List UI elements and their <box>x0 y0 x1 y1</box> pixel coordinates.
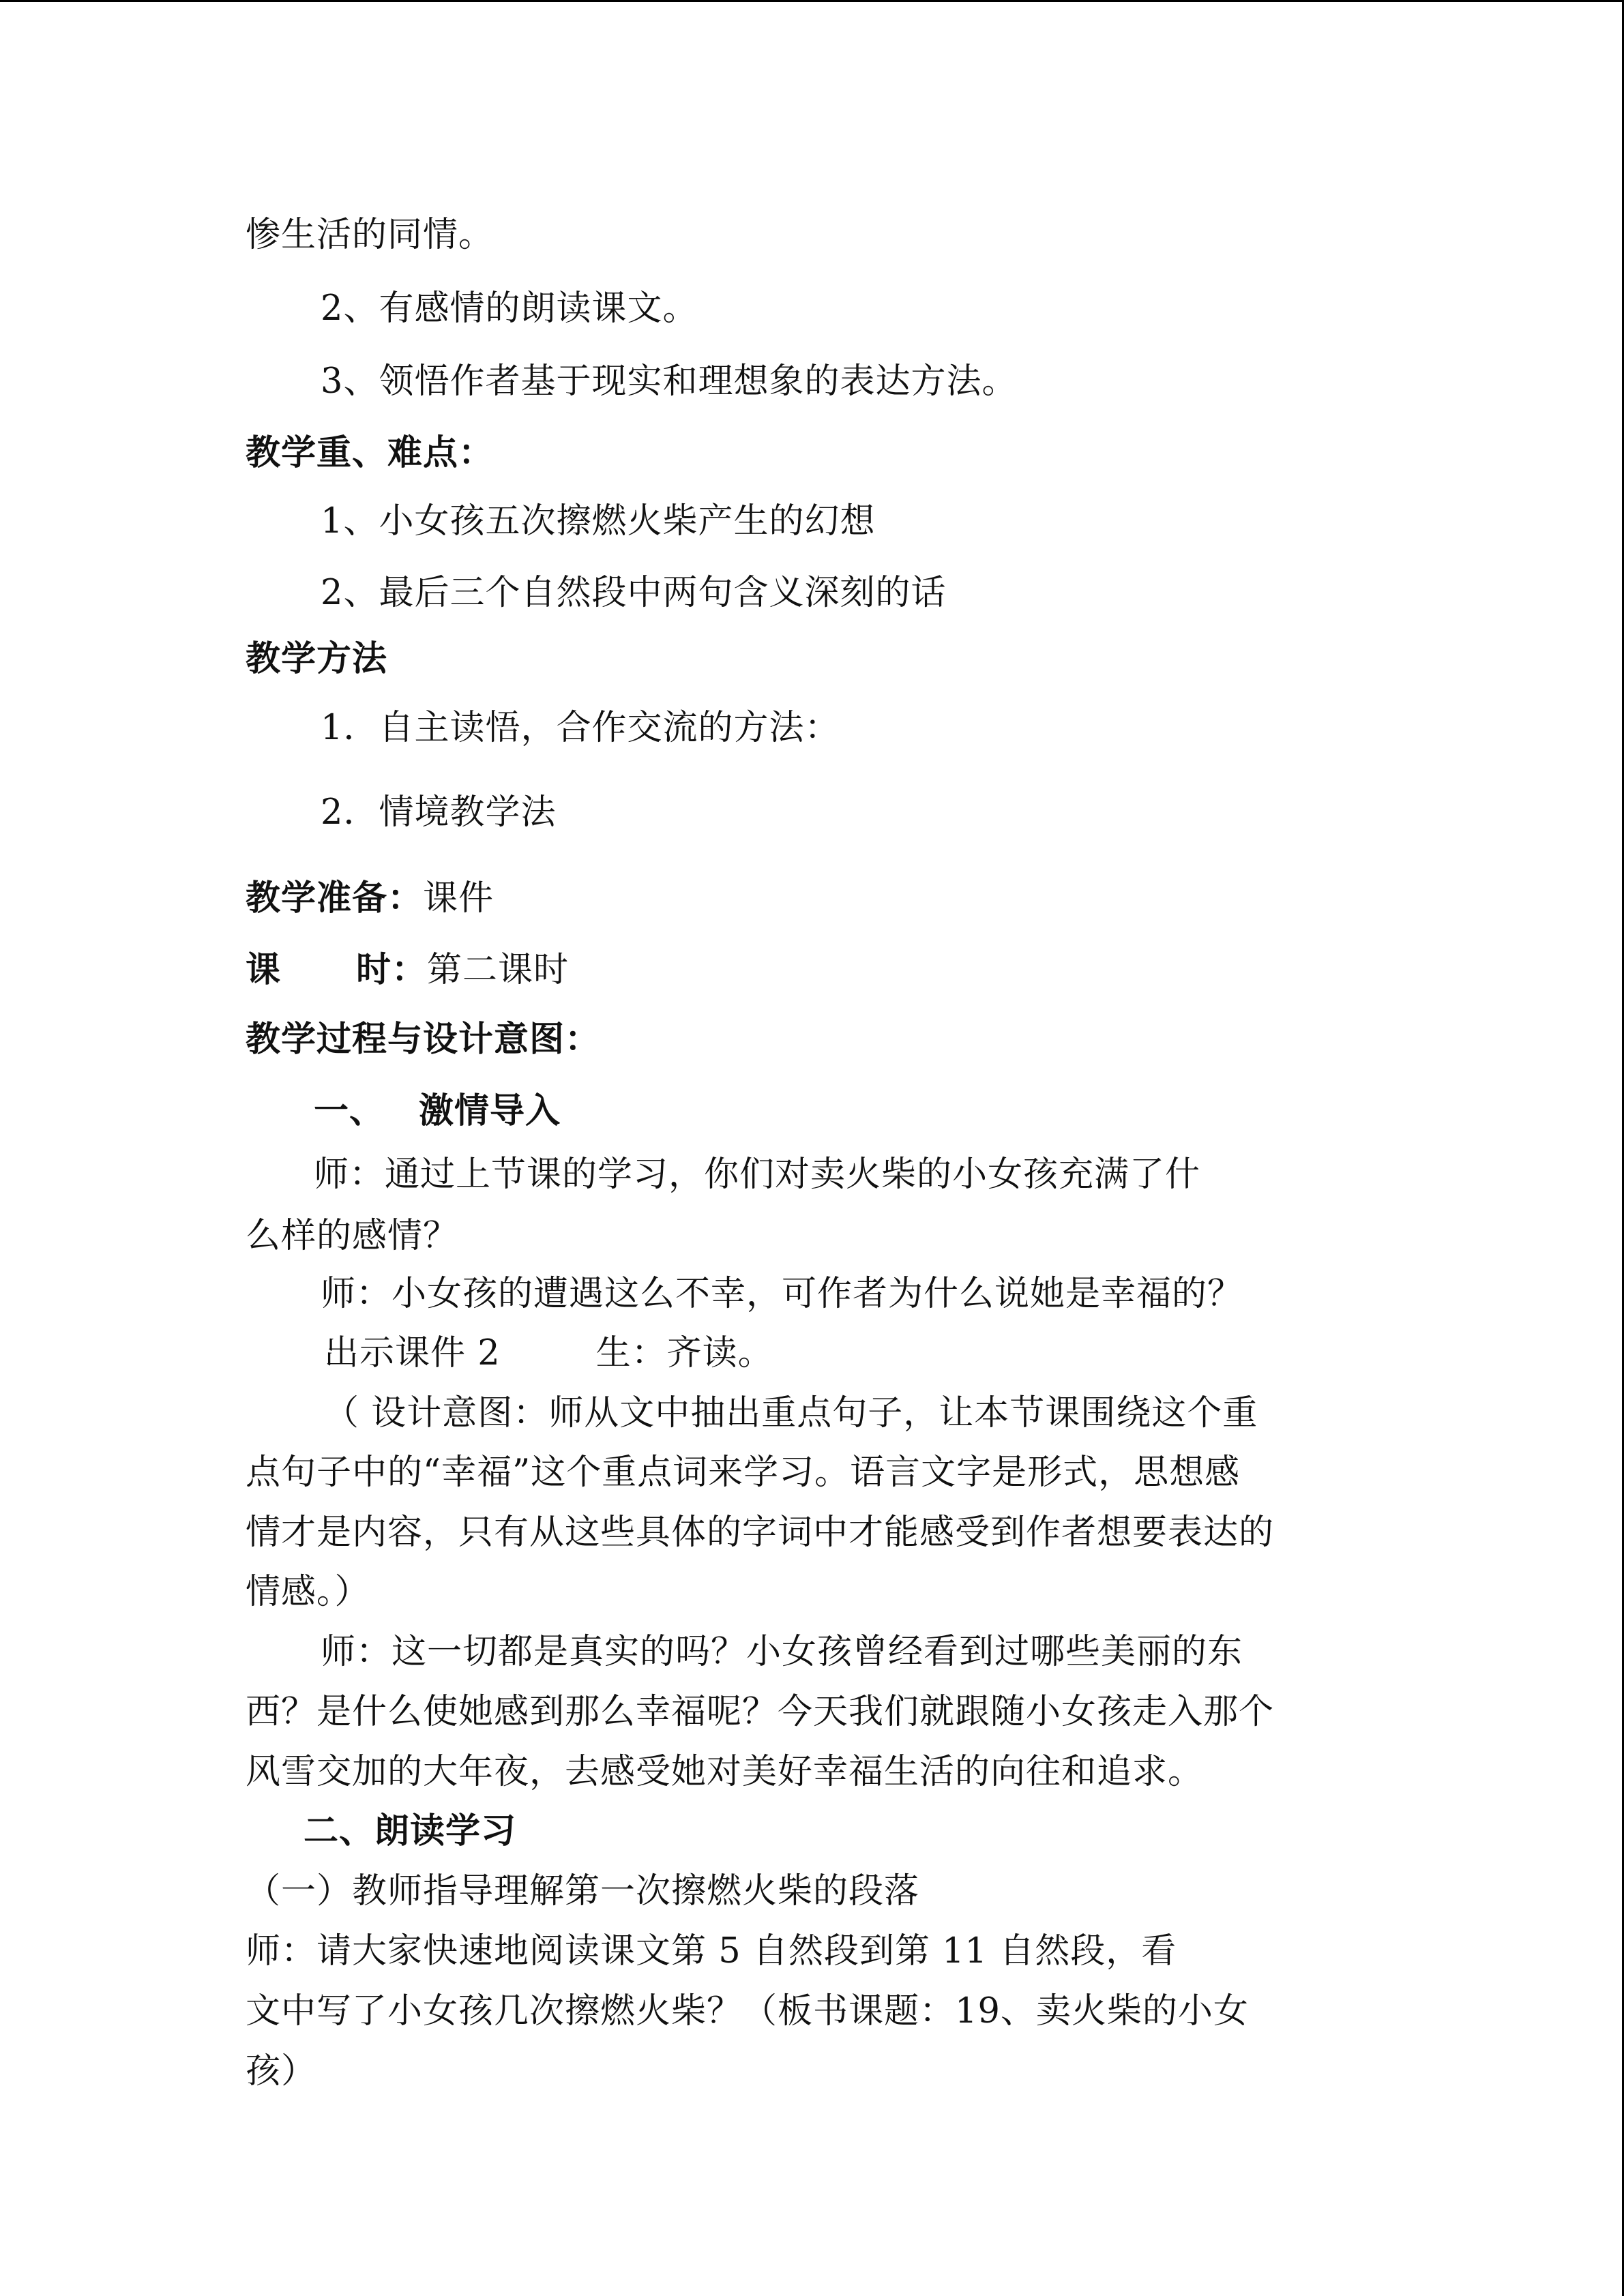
objective-item-3: 3、领悟作者基于现实和理想象的表达方法。 <box>321 361 1018 402</box>
page-border-top <box>0 0 1624 2</box>
period-label-b: 时： <box>356 950 428 990</box>
section-1-paragraph-4-line-1: 师：这一切都是真实的吗？小女孩曾经看到过哪些美丽的东 <box>321 1632 1243 1672</box>
section-1-paragraph-4-line-2: 西？是什么使她感到那么幸福呢？今天我们就跟随小女孩走入那个 <box>246 1692 1275 1732</box>
key-point-item-1: 1、小女孩五次擦燃火柴产生的幻想 <box>321 501 876 541</box>
method-item-1: 1．自主读悟，合作交流的方法： <box>321 708 840 748</box>
period-value: 第二课时 <box>427 950 570 990</box>
section-2-paragraph-1-line-1: 师：请大家快速地阅读课文第 5 自然段到第 11 自然段，看 <box>246 1931 1177 1971</box>
design-intent-line-4: 情感。） <box>246 1572 370 1612</box>
students-read-label: 生：齐读。 <box>595 1333 773 1373</box>
section-1-heading <box>314 1091 561 1132</box>
section-1-title: 激情导入 <box>419 1091 561 1131</box>
key-points-heading: 教学重、难点： <box>246 433 494 473</box>
design-intent-line-3: 情才是内容，只有从这些具体的字词中才能感受到作者想要表达的 <box>246 1512 1275 1553</box>
objective-item-2: 2、有感情的朗读课文。 <box>321 288 698 329</box>
process-heading: 教学过程与设计意图： <box>246 1019 601 1060</box>
section-1-paragraph-1-line-1: 师：通过上节课的学习，你们对卖火柴的小女孩充满了什 <box>314 1154 1201 1195</box>
period-label-a: 课 <box>246 950 282 990</box>
section-1-number: 一、 <box>314 1091 385 1131</box>
section-1-paragraph-3 <box>324 1333 773 1374</box>
methods-heading: 教学方法 <box>246 639 388 679</box>
section-1-paragraph-2: 师：小女孩的遭遇这么不幸，可作者为什么说她是幸福的？ <box>321 1274 1243 1314</box>
courseware-label: 出示课件 2 <box>324 1333 501 1373</box>
key-point-item-2: 2、最后三个自然段中两句含义深刻的话 <box>321 573 947 613</box>
section-2-subheading-1: （一）教师指导理解第一次擦燃火柴的段落 <box>246 1871 920 1911</box>
preparation-value: 课件 <box>423 878 494 919</box>
section-2-heading: 二、朗读学习 <box>304 1811 517 1851</box>
section-1-paragraph-1-line-2: 么样的感情？ <box>246 1216 459 1256</box>
period-line <box>246 950 569 991</box>
design-intent-line-2: 点句子中的“幸福”这个重点词来学习。语言文字是形式，思想感 <box>246 1452 1241 1493</box>
preparation-label: 教学准备： <box>246 878 424 919</box>
section-2-paragraph-1-line-2: 文中写了小女孩几次擦燃火柴？（板书课题：19、卖火柴的小女 <box>246 1991 1249 2031</box>
method-item-2: 2．情境教学法 <box>321 792 557 833</box>
section-1-paragraph-4-line-3: 风雪交加的大年夜，去感受她对美好幸福生活的向往和追求。 <box>246 1752 1204 1792</box>
section-2-paragraph-1-line-3: 孩） <box>246 2051 317 2091</box>
design-intent-line-1: （ 设计意图：师从文中抽出重点句子，让本节课围绕这个重 <box>324 1393 1258 1433</box>
preparation-line <box>246 878 494 919</box>
objectives-line-continued: 惨生活的同情。 <box>246 215 494 255</box>
